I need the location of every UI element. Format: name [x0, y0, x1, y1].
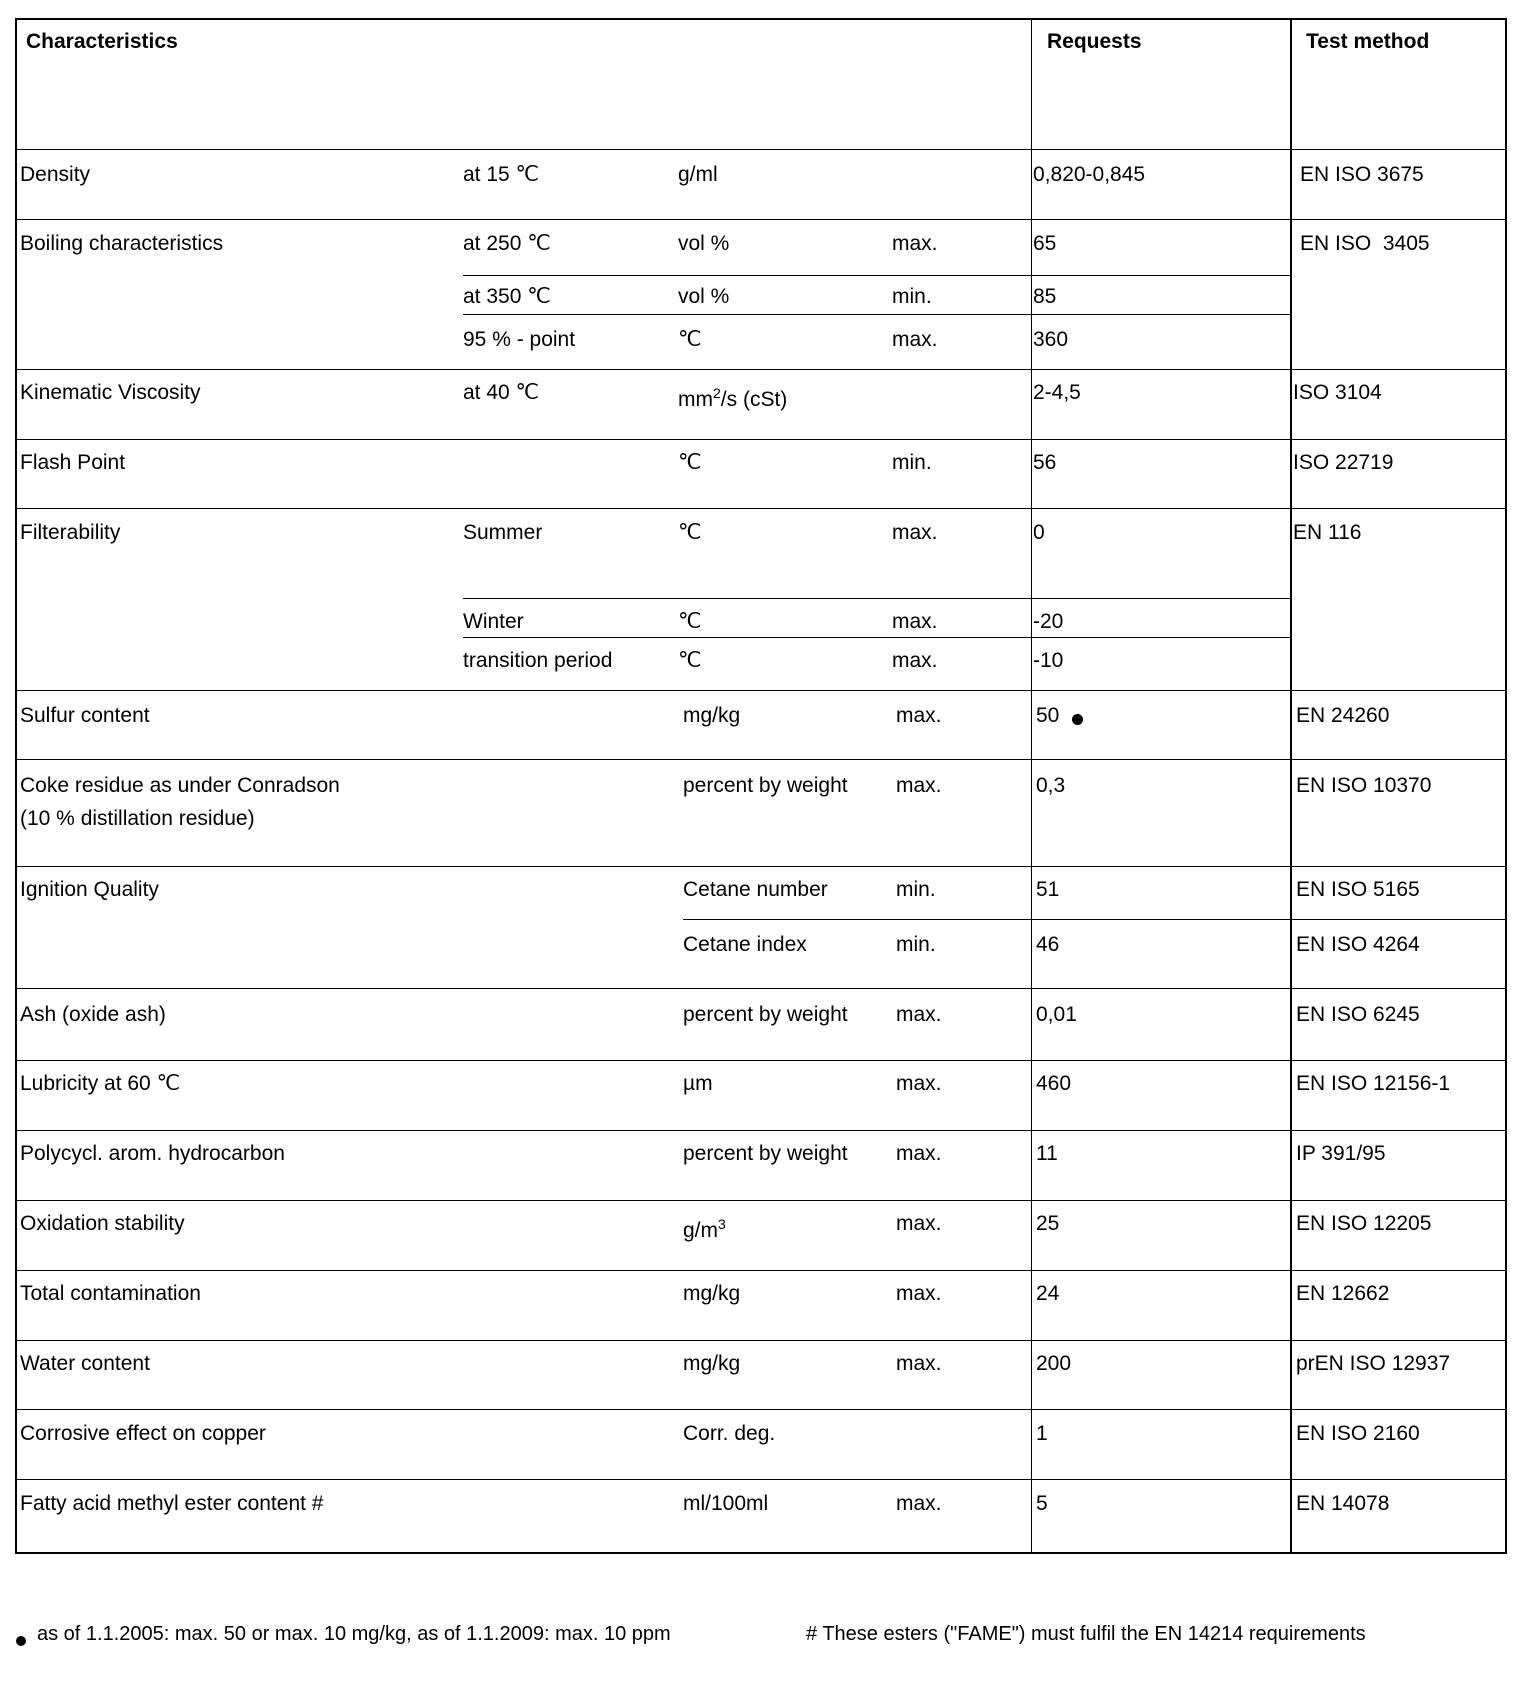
row-value: 0,820-0,845: [1033, 163, 1146, 186]
row-unit: percent by weight: [683, 1142, 848, 1165]
row-limit: max.: [896, 1492, 942, 1515]
subrow-unit: vol %: [678, 232, 730, 255]
subrow-unit: Cetane index: [683, 933, 807, 956]
row-separator: [15, 439, 1507, 440]
subrow-limit: max.: [892, 610, 938, 633]
subrow-separator: [463, 598, 1291, 599]
footnote-fame: # These esters ("FAME") must fulfil the EN 14214 requirements: [806, 1623, 1366, 1645]
row-limit: max.: [896, 1352, 942, 1375]
table-border-top: [15, 18, 1507, 20]
subrow-limit: max.: [892, 328, 938, 351]
row-method: ISO 3104: [1293, 381, 1382, 404]
row-method: EN 12662: [1296, 1282, 1390, 1305]
table-border-left: [15, 18, 17, 1554]
row-method: EN 24260: [1296, 704, 1390, 727]
subrow-unit: Cetane number: [683, 878, 828, 901]
row-unit: ml/100ml: [683, 1492, 769, 1515]
unit-base: mm: [678, 388, 713, 411]
subrow-unit: vol %: [678, 285, 730, 308]
row-value: 200: [1036, 1352, 1072, 1375]
row-unit: Corr. deg.: [683, 1422, 776, 1445]
row-name: Ignition Quality: [20, 878, 159, 901]
subrow-value: 46: [1036, 933, 1060, 956]
header-test-method: Test method: [1306, 30, 1430, 53]
subrow-value: 0: [1033, 521, 1045, 544]
row-name: Flash Point: [20, 451, 126, 474]
row-method: EN 116: [1293, 521, 1362, 544]
row-unit: percent by weight: [683, 774, 848, 797]
subrow-unit: ℃: [678, 521, 702, 544]
row-method: ISO 22719: [1293, 451, 1394, 474]
row-value: 5: [1036, 1492, 1048, 1515]
row-name: Sulfur content: [20, 704, 150, 727]
column-divider-method: [1290, 18, 1292, 1554]
row-value: 56: [1033, 451, 1057, 474]
subrow-condition: Summer: [463, 521, 543, 544]
row-unit: mg/kg: [683, 1352, 741, 1375]
row-unit: ℃: [678, 451, 702, 474]
row-separator: [15, 1479, 1507, 1480]
row-separator: [15, 1200, 1507, 1201]
row-name: Boiling characteristics: [20, 232, 224, 255]
subrow-value: -10: [1033, 649, 1064, 672]
row-name: Lubricity at 60 ℃: [20, 1072, 181, 1095]
subrow-condition: at 250 ℃: [463, 232, 551, 255]
row-name: Fatty acid methyl ester content #: [20, 1492, 324, 1515]
subrow-unit: ℃: [678, 610, 702, 633]
row-value: 1: [1036, 1422, 1048, 1445]
row-separator: [15, 759, 1507, 760]
row-method: prEN ISO 12937: [1296, 1352, 1451, 1375]
row-separator: [15, 508, 1507, 509]
row-value: 2-4,5: [1033, 381, 1081, 404]
unit-rest: /s (cSt): [720, 388, 788, 411]
row-name: Coke residue as under Conradson: [20, 774, 340, 797]
subrow-unit: ℃: [678, 328, 702, 351]
row-limit: min.: [892, 451, 932, 474]
row-unit: g/ml: [678, 163, 718, 186]
row-name: Ash (oxide ash): [20, 1003, 166, 1026]
subrow-limit: min.: [896, 878, 936, 901]
subrow-value: 85: [1033, 285, 1057, 308]
row-method: EN ISO 3405: [1300, 232, 1430, 255]
header-requests: Requests: [1047, 30, 1142, 53]
subrow-limit: max.: [892, 521, 938, 544]
unit-superscript: 3: [718, 1216, 726, 1232]
row-unit: [683, 1212, 726, 1243]
row-value: 50: [1036, 704, 1060, 727]
row-limit: max.: [896, 1282, 942, 1305]
row-limit: max.: [896, 774, 942, 797]
subrow-condition: transition period: [463, 649, 613, 672]
subrow-value: 360: [1033, 328, 1069, 351]
row-value: 460: [1036, 1072, 1072, 1095]
row-unit: mg/kg: [683, 704, 741, 727]
row-method: EN ISO 3675: [1300, 163, 1424, 186]
row-condition: at 15 ℃: [463, 163, 540, 186]
row-separator: [15, 369, 1507, 370]
row-limit: max.: [896, 1212, 942, 1235]
row-value: 11: [1036, 1142, 1058, 1165]
subrow-separator: [463, 275, 1291, 276]
row-name: Oxidation stability: [20, 1212, 185, 1235]
table-border-bottom: [15, 1552, 1507, 1554]
row-unit: [678, 381, 787, 412]
row-unit: percent by weight: [683, 1003, 848, 1026]
row-separator: [15, 1409, 1507, 1410]
row-value: 24: [1036, 1282, 1060, 1305]
row-name: Density: [20, 163, 91, 186]
row-method: EN ISO 2160: [1296, 1422, 1420, 1445]
subrow-limit: min.: [896, 933, 936, 956]
row-method: IP 391/95: [1296, 1142, 1386, 1165]
row-unit: µm: [683, 1072, 713, 1095]
row-method: EN ISO 12205: [1296, 1212, 1432, 1235]
row-name: Kinematic Viscosity: [20, 381, 201, 404]
row-name: Water content: [20, 1352, 150, 1375]
row-value: 0,01: [1036, 1003, 1077, 1026]
row-separator: [15, 988, 1507, 989]
subrow-separator: [463, 637, 1291, 638]
subrow-value: -20: [1033, 610, 1064, 633]
row-condition: at 40 ℃: [463, 381, 540, 404]
row-separator: [15, 1340, 1507, 1341]
subrow-limit: max.: [892, 649, 938, 672]
header-characteristics: Characteristics: [26, 30, 178, 53]
column-divider-requests: [1031, 18, 1032, 1554]
row-separator: [15, 1130, 1507, 1131]
row-value: 0,3: [1036, 774, 1066, 797]
footnote-bullet-icon: [1072, 714, 1083, 725]
subrow-method: EN ISO 5165: [1296, 878, 1420, 901]
row-name: Corrosive effect on copper: [20, 1422, 266, 1445]
subrow-limit: max.: [892, 232, 938, 255]
row-method: EN ISO 6245: [1296, 1003, 1420, 1026]
row-separator: [15, 1270, 1507, 1271]
row-separator: [15, 690, 1507, 691]
row-name: Total contamination: [20, 1282, 201, 1305]
row-limit: max.: [896, 1142, 942, 1165]
row-name: Filterability: [20, 521, 121, 544]
subrow-unit: ℃: [678, 649, 702, 672]
subrow-condition: Winter: [463, 610, 524, 633]
row-name: Polycycl. arom. hydrocarbon: [20, 1142, 285, 1165]
subrow-condition: at 350 ℃: [463, 285, 551, 308]
row-limit: max.: [896, 1072, 942, 1095]
row-separator: [15, 866, 1507, 867]
table-border-right: [1505, 18, 1507, 1554]
unit-superscript: 2: [713, 385, 721, 401]
subrow-value: 51: [1036, 878, 1060, 901]
subrow-value: 65: [1033, 232, 1057, 255]
subrow-condition: 95 % - point: [463, 328, 576, 351]
unit-base: g/m: [683, 1219, 719, 1242]
row-separator: [15, 149, 1507, 150]
row-unit: mg/kg: [683, 1282, 741, 1305]
row-separator: [15, 219, 1507, 220]
subrow-separator: [463, 314, 1291, 315]
row-method: EN 14078: [1296, 1492, 1390, 1515]
subrow-separator: [683, 919, 1507, 920]
subrow-method: EN ISO 4264: [1296, 933, 1420, 956]
subrow-limit: min.: [892, 285, 932, 308]
row-value: 25: [1036, 1212, 1060, 1235]
row-name-continued: (10 % distillation residue): [20, 807, 255, 830]
row-separator: [15, 1060, 1507, 1061]
row-limit: max.: [896, 704, 942, 727]
row-method: EN ISO 12156-1: [1296, 1072, 1451, 1095]
row-method: EN ISO 10370: [1296, 774, 1432, 797]
footnote-sulfur: as of 1.1.2005: max. 50 or max. 10 mg/kg, as of 1.1.2009: max. 10 ppm: [37, 1623, 671, 1645]
row-limit: max.: [896, 1003, 942, 1026]
